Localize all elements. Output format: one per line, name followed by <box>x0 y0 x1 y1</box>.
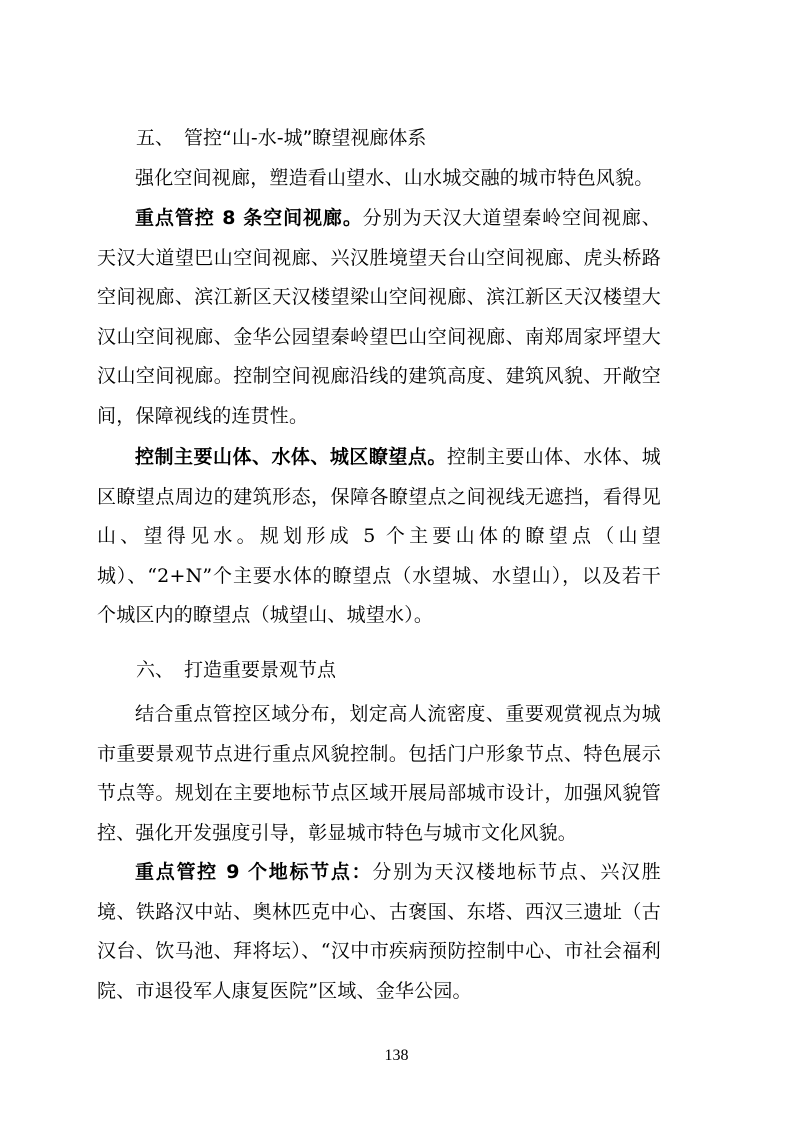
section-title-5: 管控“山-水-城”瞭望视廊体系 <box>184 127 427 149</box>
page-number: 138 <box>384 1047 409 1064</box>
section-number-5: 五、 <box>136 127 175 149</box>
landmarks-text: 分别为天汉楼地标节点、兴汉胜境、铁路汉中站、奥林匹克中心、古褒国、东塔、西汉三遗址（古汉台、饮马池、拜将坛）、“汉中市疾病预防控制中心、市社会福利院、市退役军人康复医院”区域、金华公园。 <box>97 861 661 1002</box>
section-5-intro: 强化空间视廊，塑造看山望水、山水城交融的城市特色风貌。 <box>135 167 654 189</box>
section-title-6: 打造重要景观节点 <box>184 659 337 681</box>
lookout-lead: 控制主要山体、水体、城区瞭望点。 <box>135 446 447 468</box>
corridors-lead: 重点管控 8 条空间视廊。 <box>135 207 363 229</box>
section-6-intro: 结合重点管控区域分布，划定高人流密度、重要观赏视点为城市重要景观节点进行重点风貌控制。包括门户形象节点、特色展示节点等。规划在主要地标节点区域开展局部城市设计，加强风貌管控、强化开发强度引导，彰显城市特色与城市文化风貌。 <box>97 703 661 844</box>
section-number-6: 六、 <box>136 659 175 681</box>
landmarks-lead: 重点管控 9 个地标节点： <box>135 861 373 883</box>
section-6-paragraph-landmarks <box>97 853 661 1011</box>
section-heading-5 <box>136 123 426 153</box>
section-5-paragraph-lookout-points <box>97 438 661 636</box>
section-5-paragraph-corridors <box>97 199 661 437</box>
section-heading-6 <box>136 655 336 685</box>
lookout-text: 控制主要山体、水体、城区瞭望点周边的建筑形态，保障各瞭望点之间视线无遮挡，看得见山、望得见水。规划形成 5 个主要山体的瞭望点（山望城）、“2+N”个主要水体的瞭望点（水望城、水望山），以及若干个城区内的瞭望点（城望山、城望水）。 <box>97 446 661 627</box>
corridors-text: 分别为天汉大道望秦岭空间视廊、天汉大道望巴山空间视廊、兴汉胜境望天台山空间视廊、虎头桥路空间视廊、滨江新区天汉楼望梁山空间视廊、滨江新区天汉楼望大汉山空间视廊、金华公园望秦岭望巴山空间视廊、南郑周家坪望大汉山空间视廊。控制空间视廊沿线的建筑高度、建筑风貌、开敞空间，保障视线的连贯性。 <box>97 207 661 427</box>
